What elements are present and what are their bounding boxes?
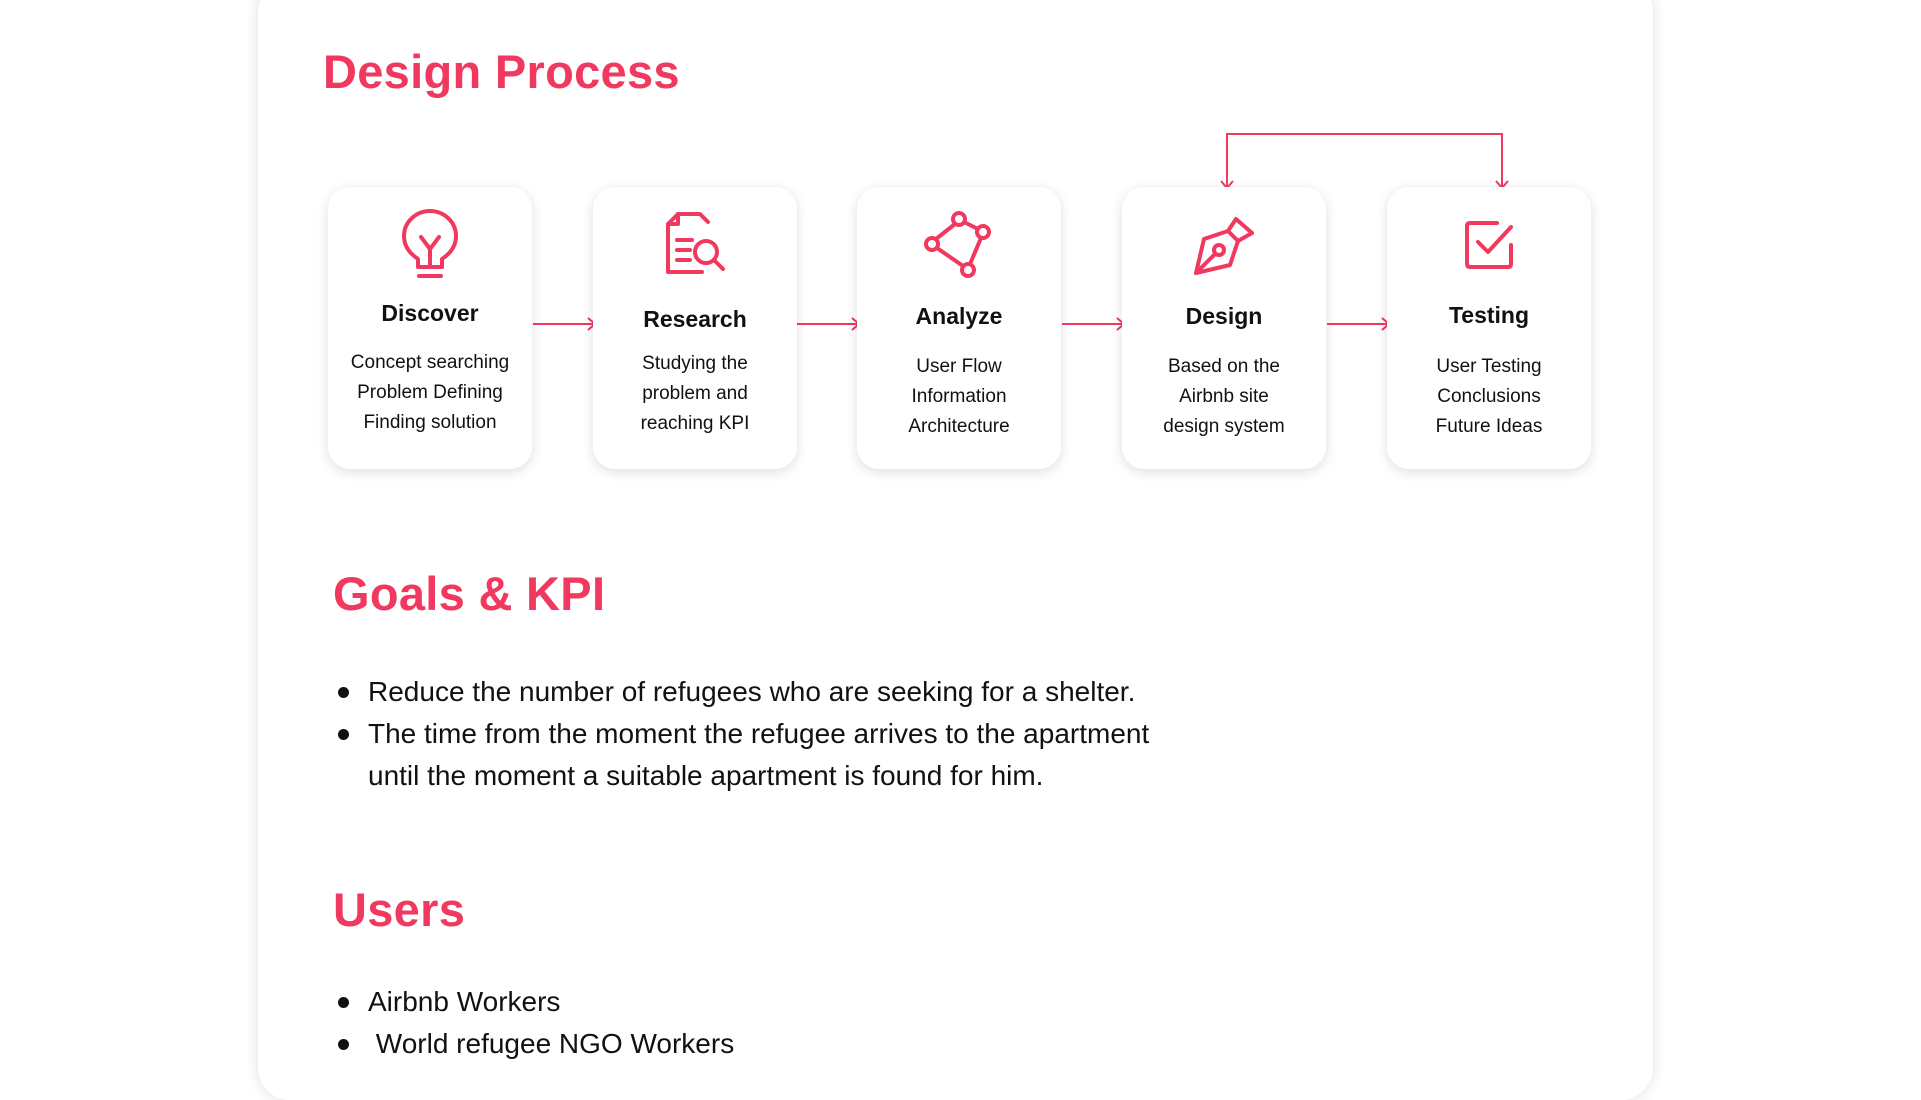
step-description: User Flow Information Architecture [908,356,1010,437]
step-title: Design [1185,303,1263,329]
flow-arrow [797,317,861,331]
goals-kpi-heading: Goals & KPI [333,567,606,620]
step-description: Studying the problem and reaching KPI [640,353,750,434]
step-title: Analyze [915,303,1003,329]
flow-arrow [1327,317,1391,331]
flow-arrow [1062,317,1126,331]
bullet-icon [338,687,349,698]
process-step-design [1122,187,1326,469]
process-step-testing [1387,187,1591,469]
process-step-discover [328,187,532,469]
step-description: User Testing Conclusions Future Ideas [1435,356,1543,437]
flow-arrow [533,317,597,331]
users-heading: Users [333,883,466,936]
bullet-icon [338,1039,349,1050]
step-title: Discover [381,300,479,326]
bullet-icon [338,997,349,1008]
goals-list [336,671,1149,797]
step-description: Based on the Airbnb site design system [1163,356,1285,437]
list-item: Airbnb Workers [336,981,734,1023]
list-item: The time from the moment the refugee arrives to the apartment until the moment a suitable apartment is found for him. [336,713,1149,797]
list-item: Reduce the number of refugees who are seeking for a shelter. [336,671,1149,713]
design-process-heading: Design Process [323,45,680,98]
users-list [336,981,734,1065]
step-title: Research [643,306,747,332]
bullet-icon [338,729,349,740]
lightbulb-icon [328,205,532,285]
step-title: Testing [1448,302,1530,328]
list-item: World refugee NGO Workers [336,1023,734,1065]
process-step-research [593,187,797,469]
checkbox-icon [1387,205,1591,285]
document-search-icon [593,205,797,285]
process-step-analyze [857,187,1061,469]
pen-nib-icon [1122,205,1326,285]
iteration-loop-arrow [1210,128,1510,192]
network-nodes-icon [857,205,1061,285]
step-description: Concept searching Problem Defining Finding solution [350,352,510,433]
